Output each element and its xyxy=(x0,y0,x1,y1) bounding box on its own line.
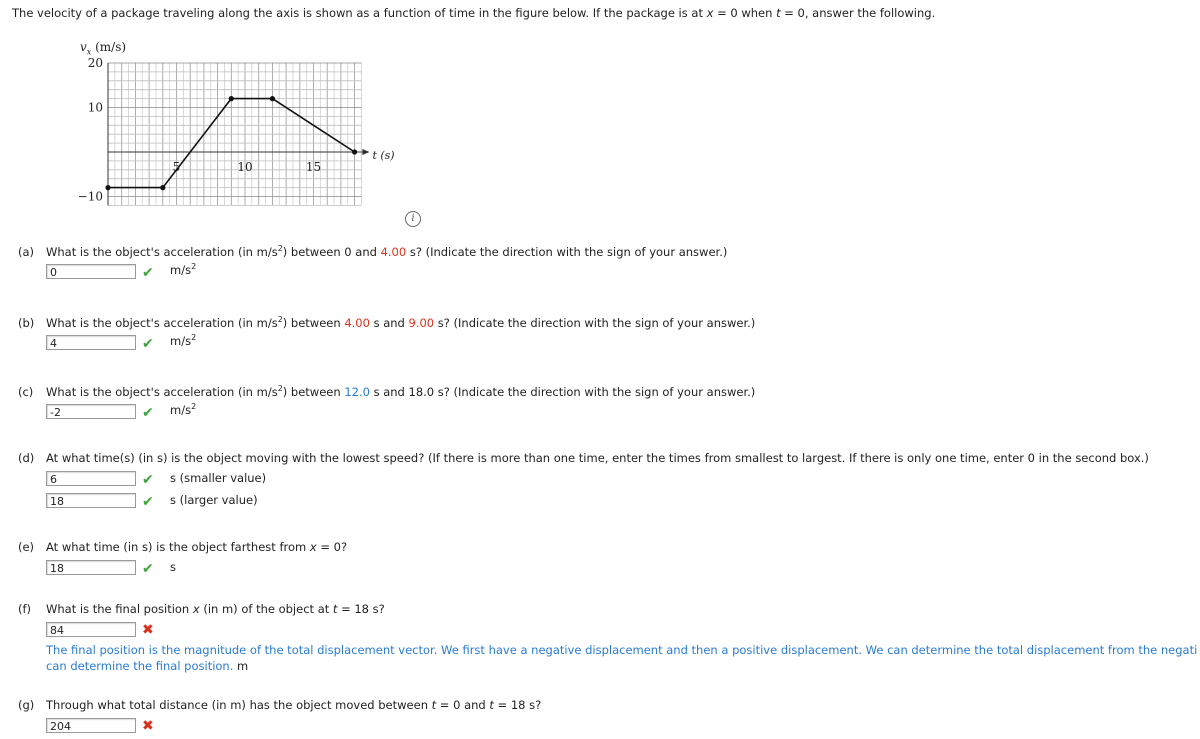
question-text-part: s and xyxy=(369,316,409,330)
question-text xyxy=(18,602,385,616)
question-label: (f) xyxy=(18,602,32,616)
question-label: (b) xyxy=(18,316,35,330)
answer-unit-text: s (smaller value) xyxy=(170,471,267,485)
question-text xyxy=(18,384,755,399)
question-text-part: 2 xyxy=(277,244,283,253)
graph-labels xyxy=(78,56,395,204)
question-text-part: 9.00 xyxy=(408,316,435,330)
x-tick-label: 5 xyxy=(172,160,181,174)
question-text xyxy=(18,451,1149,465)
answer-unit xyxy=(170,402,196,417)
info-icon[interactable]: i xyxy=(405,211,421,227)
answer-input[interactable]: 18 xyxy=(46,560,136,575)
question-text-part: What is the object's acceleration (in m/s xyxy=(46,316,278,330)
graph-y-axis-label: $v_x$ (m/s) xyxy=(80,40,127,57)
question-text xyxy=(18,698,541,712)
answer-unit-exponent: 2 xyxy=(191,262,197,271)
answer-input[interactable]: 4 xyxy=(46,335,136,350)
cross-icon: ✖ xyxy=(142,622,154,638)
check-icon: ✔ xyxy=(142,472,154,488)
check-icon: ✔ xyxy=(142,561,154,577)
data-point xyxy=(352,149,357,154)
x-tick-label: 10 xyxy=(237,160,253,174)
question-text xyxy=(18,540,347,554)
question-text-part: ) between xyxy=(282,385,345,399)
question-text-part: t xyxy=(489,698,494,712)
question-text-part: 2 xyxy=(277,384,283,393)
answer-input[interactable]: 0 xyxy=(46,264,136,279)
answer-input[interactable]: 84 xyxy=(46,622,136,637)
answer-unit-text: m/s xyxy=(170,334,192,348)
question-text-part: What is the object's acceleration (in m/s xyxy=(46,385,278,399)
question-text-part: 4.00 xyxy=(380,245,407,259)
answer-input[interactable]: 204 xyxy=(46,718,136,733)
check-icon: ✔ xyxy=(142,405,154,421)
question-label: (e) xyxy=(18,540,35,554)
data-point xyxy=(105,185,110,190)
check-icon: ✔ xyxy=(142,336,154,352)
question-text-part: t xyxy=(431,698,437,712)
question-text-part: x xyxy=(192,602,200,616)
check-icon: ✔ xyxy=(142,494,154,510)
answer-unit xyxy=(170,560,176,574)
question-label: (g) xyxy=(18,698,35,712)
answer-unit xyxy=(170,333,196,348)
question-text-part: s and 18.0 s? (Indicate the direction with the sign of your answer.) xyxy=(369,385,756,399)
answer-unit-text: s xyxy=(170,560,176,574)
y-tick-label: 10 xyxy=(87,100,103,115)
feedback-line xyxy=(46,658,1200,674)
x-axis-label: t (s) xyxy=(372,149,395,162)
question-text xyxy=(18,244,727,259)
question-text-part: = 18 s? xyxy=(337,602,385,616)
check-icon: ✔ xyxy=(142,265,154,281)
answer-unit-text: m/s xyxy=(170,263,192,277)
question-text-part: 12.0 xyxy=(344,385,370,399)
question-label: (c) xyxy=(18,385,34,399)
question-text-part: At what time (in s) is the object farthest from xyxy=(46,540,310,554)
cross-icon: ✖ xyxy=(142,718,154,734)
answer-unit-text: m/s xyxy=(170,403,192,417)
data-point xyxy=(229,96,234,101)
feedback-text xyxy=(46,642,1200,674)
answer-unit-text: s (larger value) xyxy=(170,493,258,507)
question-text-part: 4.00 xyxy=(344,316,370,330)
y-tick-label: −10 xyxy=(77,189,103,204)
question-text-part: t xyxy=(332,602,338,616)
answer-unit-exponent: 2 xyxy=(191,402,197,411)
answer-input[interactable]: 6 xyxy=(46,471,136,486)
answer-unit xyxy=(170,262,196,277)
question-text-part: 2 xyxy=(277,315,283,324)
question-text-part: = 0? xyxy=(316,540,348,554)
question-text-part: What is the final position xyxy=(46,602,193,616)
feedback-unit: m xyxy=(237,659,249,673)
question-text-part: (in m) of the object at xyxy=(199,602,333,616)
question-text-part: s? (Indicate the direction with the sign of your answer.) xyxy=(406,245,728,259)
question-text-part: ) between xyxy=(282,316,345,330)
answer-unit xyxy=(170,493,258,507)
answer-unit xyxy=(170,471,266,485)
x-tick-label: 15 xyxy=(305,160,322,174)
question-text-part: = 0 and xyxy=(436,698,490,712)
data-point xyxy=(270,96,275,101)
question-text-part: At what time(s) (in s) is the object moving with the lowest speed? (If there is more than one time, enter the times from smallest to largest. If there is only one time, enter 0 in the second box.) xyxy=(46,451,1149,465)
graph-grid xyxy=(108,63,369,205)
answer-input[interactable]: -2 xyxy=(46,404,136,419)
question-text-part: x xyxy=(309,540,317,554)
feedback-line-text: can determine the final position. xyxy=(46,659,234,673)
question-label: (a) xyxy=(18,245,35,259)
question-text-part: What is the object's acceleration (in m/s xyxy=(46,245,278,259)
answer-unit-exponent: 2 xyxy=(191,333,197,342)
feedback-line: The final position is the magnitude of the total displacement vector. We first have a negative displacement and then a positive displacement. We can determine the total displacement from the negati xyxy=(46,643,1198,657)
answer-input[interactable]: 18 xyxy=(46,493,136,508)
question-text xyxy=(18,315,755,330)
velocity-time-graph xyxy=(0,0,460,225)
data-point xyxy=(160,185,165,190)
problem-intro: The velocity of a package traveling along the axis is shown as a function of time in the figure below. If the package is at x = 0 when t = 0, answer the following. xyxy=(12,6,936,20)
y-tick-label: 20 xyxy=(87,56,103,70)
question-label: (d) xyxy=(18,451,35,465)
question-text-part: Through what total distance (in m) has the object moved between xyxy=(46,698,432,712)
x-axis-arrow xyxy=(362,149,369,155)
question-text-part: s? (Indicate the direction with the sign of your answer.) xyxy=(434,316,756,330)
question-text-part: = 18 s? xyxy=(493,698,542,712)
question-text-part: ) between 0 and xyxy=(282,245,381,259)
